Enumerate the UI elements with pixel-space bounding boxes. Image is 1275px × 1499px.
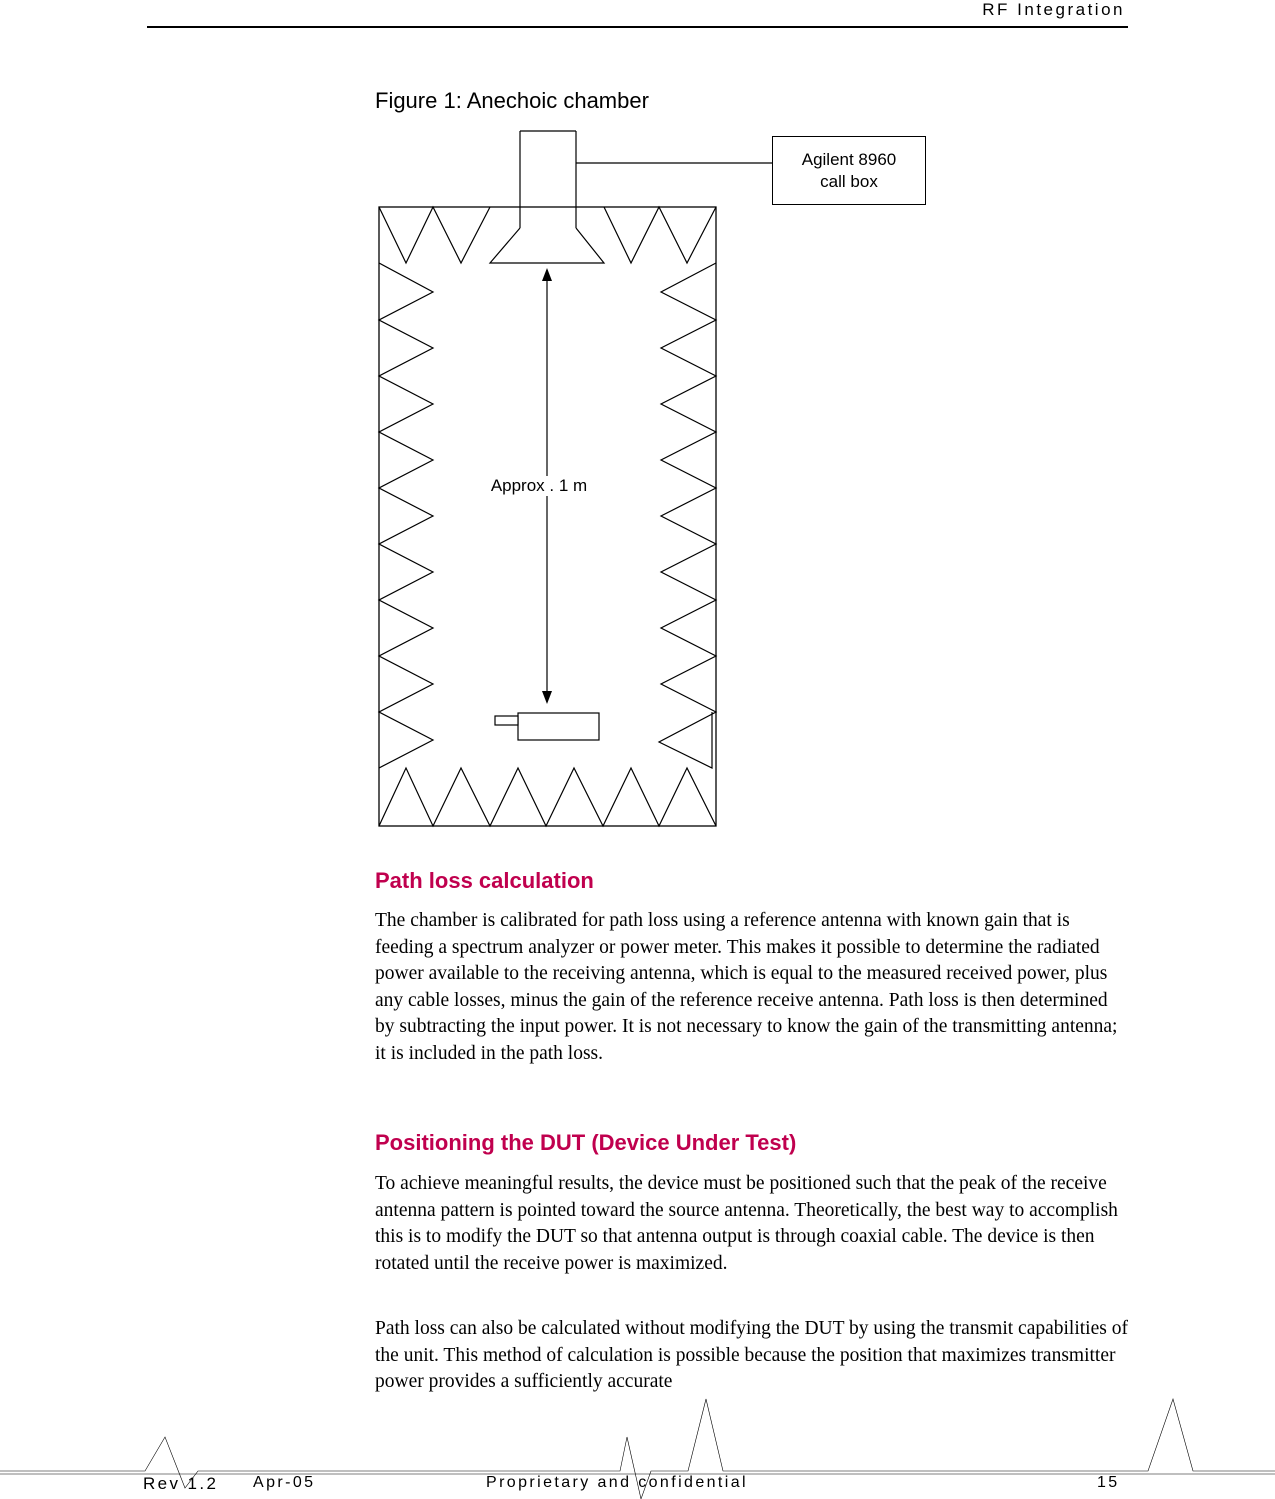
footer-page-number: 15 — [1097, 1474, 1120, 1491]
callbox-line2: call box — [820, 171, 878, 191]
path-loss-paragraph: The chamber is calibrated for path loss using a reference antenna with known gain that is feeding a spectrum analyzer or power meter. This makes it possible to determine the radiated power available to the receiving antenna, which is equal to the measured received power, plus any cable losses, minus the gain of the reference receive antenna. Path loss is then determined by subtracting the input power. It is not necessary to know the gain of the transmitting antenna; it is included in the path loss. — [375, 910, 1118, 1064]
footer-date: Apr-05 — [253, 1474, 316, 1491]
footer-confidentiality: Proprietary and confidential — [486, 1474, 748, 1491]
positioning-paragraph-1: To achieve meaningful results, the device must be positioned such that the peak of the receive antenna pattern is pointed toward the source antenna. Theoretically, the best way to accomplish this is to modify the DUT so that antenna output is through coaxial cable. The device is then rotated until the receive power is maximized. — [375, 1173, 1118, 1274]
positioning-paragraph-2: Path loss can also be calculated without modifying the DUT by using the transmit capabilities of the unit. This method of calculation is possible because the position that maximizes transmitter power provides a sufficiently accurate — [375, 1318, 1128, 1392]
section-heading-path-loss: Path loss calculation — [375, 868, 594, 893]
callbox-line1: Agilent 8960 — [801, 149, 897, 169]
distance-label: Approx . 1 m — [478, 476, 600, 496]
footer-revision: Rev 1.2 — [143, 1474, 219, 1493]
running-header: RF Integration — [982, 0, 1125, 19]
section-heading-positioning: Positioning the DUT (Device Under Test) — [375, 1130, 797, 1155]
figure-title: Figure 1: Anechoic chamber — [375, 88, 649, 113]
